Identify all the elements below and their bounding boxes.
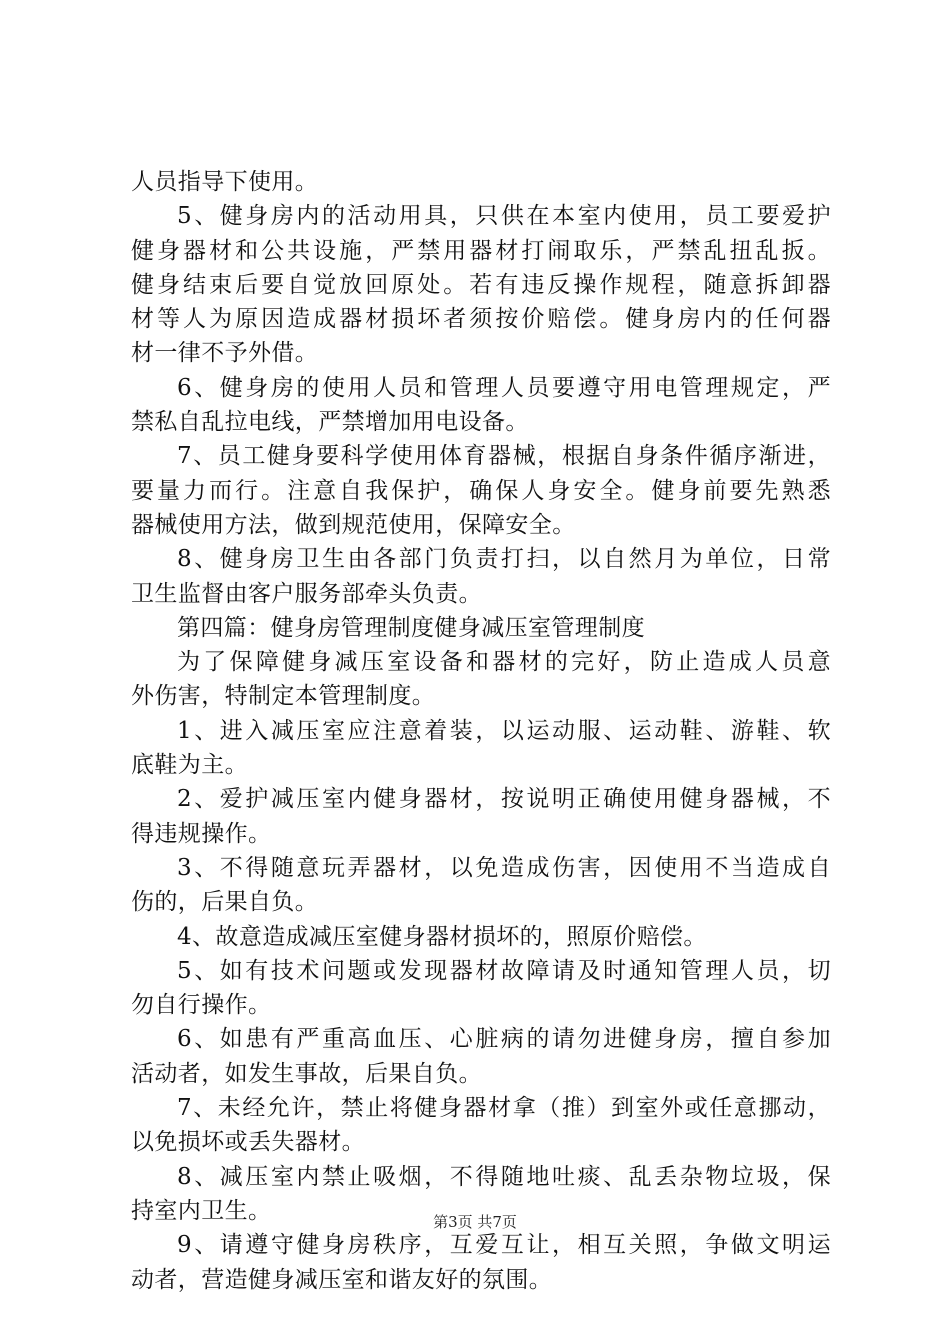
text-line: 勿自行操作。 — [131, 992, 272, 1019]
text-line: 健身结束后要自觉放回原处。若有违反操作规程，随意拆卸器 — [131, 271, 831, 298]
text-line: 8、健身房卫生由各部门负责打扫，以自然月为单位，日常 — [177, 546, 831, 573]
text-line: 7、员工健身要科学使用体育器械，根据自身条件循序渐进， — [177, 443, 831, 470]
text-line: 6、如患有严重高血压、心脏病的请勿进健身房，擅自参加 — [177, 1026, 831, 1053]
text-line: 材一律不予外借。 — [131, 340, 319, 367]
text-line: 8、减压室内禁止吸烟，不得随地吐痰、乱丢杂物垃圾，保 — [177, 1163, 831, 1190]
text-line: 外伤害，特制定本管理制度。 — [131, 683, 436, 710]
text-line: 以免损坏或丢失器材。 — [131, 1129, 365, 1156]
document-body — [131, 165, 831, 1297]
text-line: 活动者，如发生事故，后果自负。 — [131, 1060, 482, 1087]
text-line: 禁私自乱拉电线，严禁增加用电设备。 — [131, 409, 529, 436]
text-line: 伤的，后果自负。 — [131, 889, 319, 916]
text-line: 器械使用方法，做到规范使用，保障安全。 — [131, 511, 576, 538]
text-line: 人员指导下使用。 — [131, 169, 319, 195]
text-line: 动者，营造健身减压室和谐友好的氛围。 — [131, 1266, 553, 1293]
text-line: 4、故意造成减压室健身器材损坏的，照原价赔偿。 — [177, 923, 707, 950]
text-line: 1、进入减压室应注意着装，以运动服、运动鞋、游鞋、软 — [177, 717, 831, 744]
text-line: 2、爱护减压室内健身器材，按说明正确使用健身器械，不 — [177, 786, 831, 813]
text-line: 为了保障健身减压室设备和器材的完好，防止造成人员意 — [177, 649, 831, 676]
text-line: 底鞋为主。 — [131, 752, 248, 779]
text-line: 7、未经允许，禁止将健身器材拿（推）到室外或任意挪动， — [177, 1095, 831, 1122]
text-line: 3、不得随意玩弄器材，以免造成伤害，因使用不当造成自 — [177, 854, 831, 881]
text-line: 卫生监督由客户服务部牵头负责。 — [131, 580, 482, 607]
text-line: 5、健身房内的活动用具，只供在本室内使用，员工要爱护 — [177, 203, 831, 230]
text-line: 要量力而行。注意自我保护，确保人身安全。健身前要先熟悉 — [131, 477, 831, 504]
text-line: 5、如有技术问题或发现器材故障请及时通知管理人员，切 — [177, 957, 831, 984]
text-line: 第四篇：健身房管理制度健身减压室管理制度 — [177, 614, 645, 641]
text-line: 健身器材和公共设施，严禁用器材打闹取乐，严禁乱扭乱扳。 — [131, 237, 831, 264]
text-line: 材等人为原因造成器材损坏者须按价赔偿。健身房内的任何器 — [131, 306, 831, 333]
text-line: 6、健身房的使用人员和管理人员要遵守用电管理规定，严 — [177, 374, 831, 401]
text-line: 9、请遵守健身房秩序，互爱互让，相互关照，争做文明运 — [177, 1232, 831, 1259]
text-line: 持室内卫生。 — [131, 1197, 272, 1224]
text-line: 得违规操作。 — [131, 820, 272, 847]
page-footer: 第3页 共7页 — [433, 1213, 517, 1231]
